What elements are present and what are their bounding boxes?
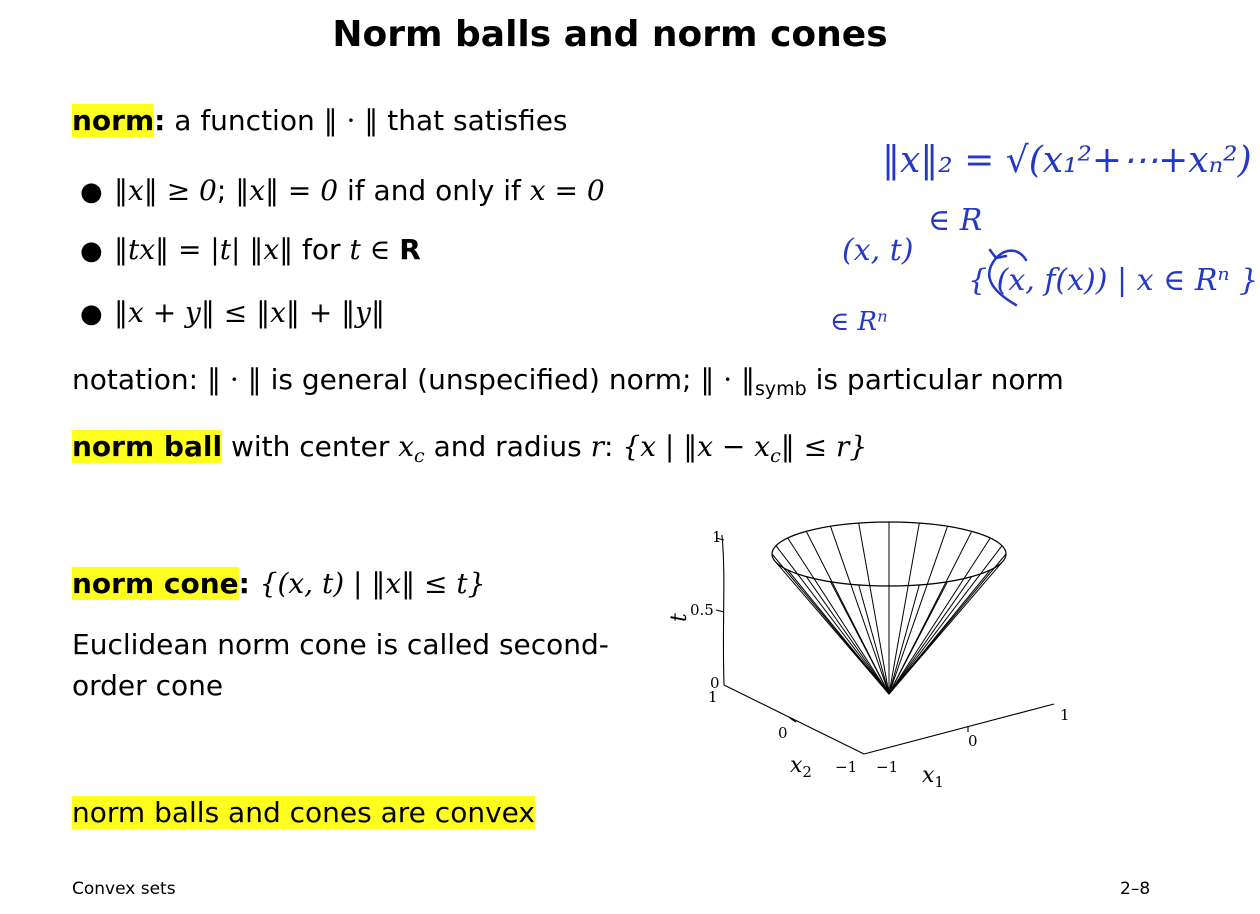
bullet-triangle-inequality: ● ‖x + y‖ ≤ ‖x‖ + ‖y‖ [80,295,385,332]
handwritten-annotation [820,110,1260,350]
handwriting-line-5: ∈ Rⁿ [830,307,888,337]
norm-ball-definition: norm ball with center $x_c$ and radius r: {x | ‖x − $x_c‖ \le r$} [72,430,868,467]
euclidean-line-1: Euclidean norm cone is called second- [72,628,609,661]
cone-ruling-line [889,585,919,694]
cone-ruling-line [859,523,889,694]
plot-axes [716,535,1054,754]
norm-definition: norm: a function ‖ · ‖ that satisfies [72,104,568,137]
handwriting-line-4: { (x, f(x)) | x ∈ Rⁿ } [968,263,1259,298]
cone-ruling-line [889,577,972,694]
norm-term: norm [72,104,155,137]
t-tick-05: 0.5 [690,601,714,619]
handwriting-line-2: ∈ R [928,203,983,238]
handwriting-line-1: ‖x‖₂ = √(x₁²+⋯+xₙ²) [882,140,1252,181]
convex-note: norm balls and cones are convex [72,796,535,829]
cone-rulings [772,522,1006,694]
x1-axis-label: $x_1$ [922,763,944,791]
footer-section: Convex sets [72,879,176,899]
norm-ball-term: norm ball [72,430,223,463]
bullet-nonnegativity: ● ‖x‖ ≥ 0; ‖x‖ = 0 if and only if x = 0 [80,173,605,210]
cone-ruling-line [806,577,889,694]
cone-ruling-line [831,526,890,694]
x2-tick-0: 0 [778,724,788,742]
x1-tick-0: 0 [968,732,978,750]
cone-ruling-line [889,526,948,694]
cone-ruling-line [889,570,990,694]
x1-axis [864,704,1054,754]
bullet-homogeneity: ● ‖tx‖ = |t| ‖x‖ for t ∈ R [80,232,421,269]
norm-cone-definition: norm cone: {(x, t) | ‖x‖ ≤ t} [72,567,486,600]
bullet-dot: ● [80,236,103,266]
bullet-dot: ● [80,299,103,329]
x2-tick-1: 1 [708,688,718,706]
euclidean-line-2: order cone [72,669,224,702]
x1-tick-1: 1 [1060,706,1070,724]
x2-axis [724,685,864,754]
cone-ruling-line [889,538,990,694]
cone-ruling-line [889,523,919,694]
norm-cone-term: norm cone [72,567,239,600]
x2-axis-label: $x_2$ [790,753,812,781]
cone-ruling-line [776,546,889,694]
cone-ruling-line [889,546,1002,694]
t-axis [722,535,724,685]
x1-tick-neg1: −1 [876,758,899,776]
footer-page-number: 2–8 [1120,879,1151,899]
t-tick-1: 1 [712,528,722,546]
slide-title: Norm balls and norm cones [332,14,888,55]
t-tick-0: 0 [710,674,720,692]
cone-ruling-line [788,538,889,694]
notation-line: notation: ‖ · ‖ is general (unspecified) norm; ‖ · $‖_{symb}$ is particular norm [72,363,1064,400]
norm-cone-plot [650,510,1110,810]
bullet-dot: ● [80,177,103,207]
x2-tick-neg1: −1 [835,758,858,776]
cone-ruling-line [772,554,889,694]
cone-ruling-line [859,585,889,694]
norm-symbol: ‖ · ‖ [323,104,379,137]
handwriting-line-3: (x, t) [842,233,914,268]
t-axis-label: t [667,613,692,622]
